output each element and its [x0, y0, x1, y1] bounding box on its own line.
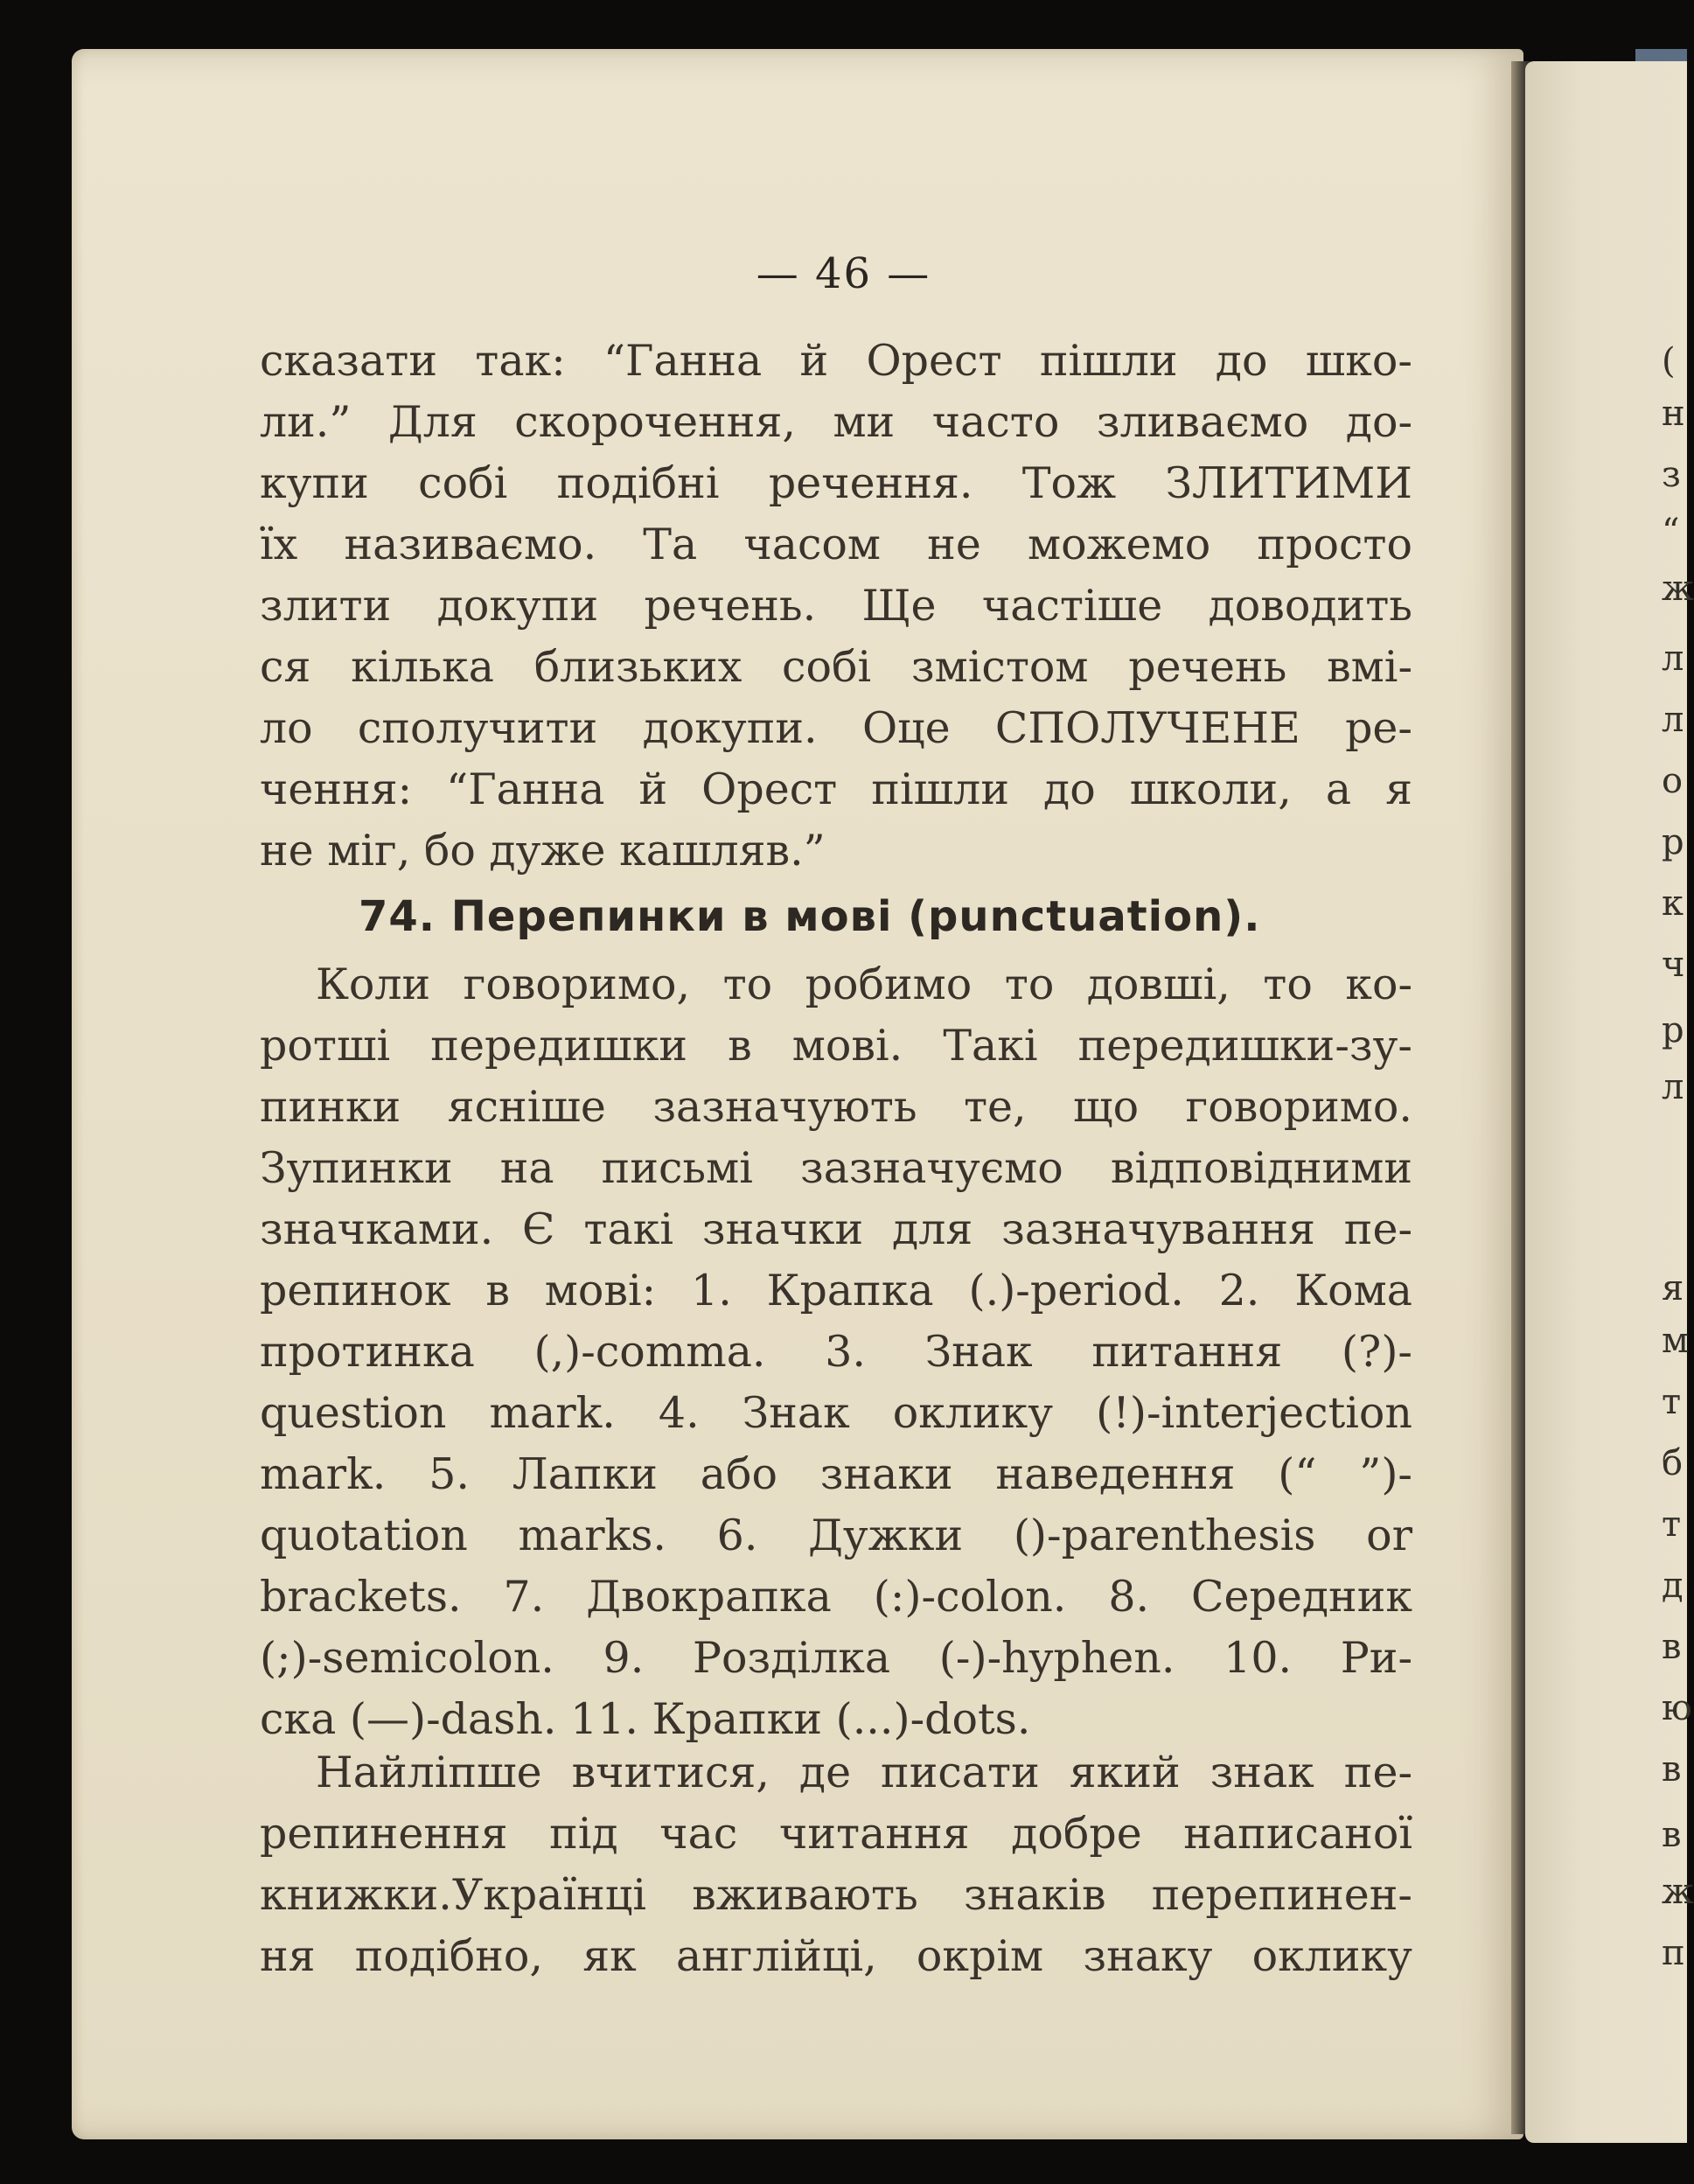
text-line: пинки ясніше зазначують те, що говоримо.	[260, 1082, 1412, 1132]
right-page-fragment: ч	[1662, 945, 1685, 985]
text-line: їх називаємо. Та часом не можемо просто	[260, 520, 1412, 569]
text-line: Зупинки на письмі зазначуємо відповідними	[260, 1143, 1412, 1193]
right-page-fragment: з	[1662, 455, 1681, 495]
page-number: — 46 —	[756, 249, 931, 298]
text-line: quotation marks. 6. Дужки ()-parenthesis or	[260, 1511, 1412, 1560]
right-page-fragment: р	[1662, 1010, 1684, 1050]
right-page-fragment: б	[1662, 1443, 1684, 1483]
text-line: злити докупи речень. Ще частіше доводить	[260, 581, 1412, 631]
right-page-fragment: п	[1662, 1933, 1685, 1973]
text-line: mark. 5. Лапки або знаки наведення (“ ”)-	[260, 1449, 1412, 1499]
paragraph-1	[260, 331, 1412, 882]
text-line: протинка (,)-comma. 3. Знак питання (?)-	[260, 1327, 1412, 1377]
cover-edge	[1635, 49, 1687, 61]
right-page-fragment: (	[1662, 341, 1676, 381]
paragraph-2	[260, 954, 1412, 1750]
right-page-fragment: т	[1662, 1382, 1682, 1422]
right-page-fragment: р	[1662, 822, 1684, 862]
right-page-fragment: в	[1662, 1627, 1682, 1667]
right-page-fragment: в	[1662, 1749, 1682, 1790]
text-line: не міг, бо дуже кашляв.”	[260, 826, 826, 876]
text-line: ска (—)-dash. 11. Крапки (...)-dots.	[260, 1694, 1031, 1744]
right-page-fragment: ж	[1662, 569, 1694, 609]
right-page-fragment: “	[1662, 512, 1680, 552]
right-page-fragment: м	[1662, 1321, 1690, 1361]
text-line: чення: “Ганна й Орест пішли до школи, а я	[260, 764, 1412, 814]
text-line: ня подібно, як англійці, окрім знаку оклику	[260, 1931, 1412, 1981]
right-page-fragment: в	[1662, 1815, 1682, 1855]
text-line: ли.” Для скорочення, ми часто зливаємо до-	[260, 397, 1412, 447]
right-page-fragment: д	[1662, 1566, 1684, 1606]
text-line: Найліпше вчитися, де писати який знак пе-	[316, 1748, 1412, 1797]
text-line: репинок в мові: 1. Крапка (.)-period. 2. Кома	[260, 1266, 1412, 1315]
paragraph-3	[260, 1742, 1412, 1987]
text-line: ся кілька близьких собі змістом речень вмі-	[260, 642, 1412, 692]
right-page-fragment: н	[1662, 394, 1685, 434]
right-page-fragment: т	[1662, 1504, 1682, 1545]
text-line: книжки.Українці вживають знаків перепинен-	[260, 1870, 1412, 1920]
text-line: значками. Є такі значки для зазначування пе-	[260, 1204, 1412, 1254]
text-line: (;)-semicolon. 9. Розділка (-)-hyphen. 10. Ри-	[260, 1633, 1412, 1683]
right-page-fragment: ю	[1662, 1688, 1692, 1728]
right-page-fragment: л	[1662, 638, 1684, 679]
text-line: brackets. 7. Двокрапка (:)-colon. 8. Середник	[260, 1572, 1412, 1622]
right-page-fragment: к	[1662, 883, 1684, 924]
right-page-fragment: л	[1662, 1067, 1684, 1107]
text-line: question mark. 4. Знак оклику (!)-interjection	[260, 1388, 1412, 1438]
text-line: репинення під час читання добре написаної	[260, 1809, 1412, 1859]
text-line: сказати так: “Ганна й Орест пішли до шко-	[260, 336, 1412, 386]
right-page-fragment: л	[1662, 700, 1684, 740]
text-line: ротші передишки в мові. Такі передишки-зу-	[260, 1021, 1412, 1071]
text-line: купи собі подібні речення. Тож ЗЛИТИМИ	[260, 458, 1412, 508]
section-heading: 74. Перепинки в мові (punctuation).	[359, 892, 1261, 941]
right-page-fragment: я	[1662, 1268, 1684, 1308]
text-line: ло сполучити докупи. Оце СПОЛУЧЕНЕ ре-	[260, 703, 1412, 753]
text-line: Коли говоримо, то робимо то довші, то ко-	[316, 959, 1412, 1009]
right-page-fragment: ж	[1662, 1872, 1694, 1912]
right-page-fragment: о	[1662, 761, 1684, 801]
